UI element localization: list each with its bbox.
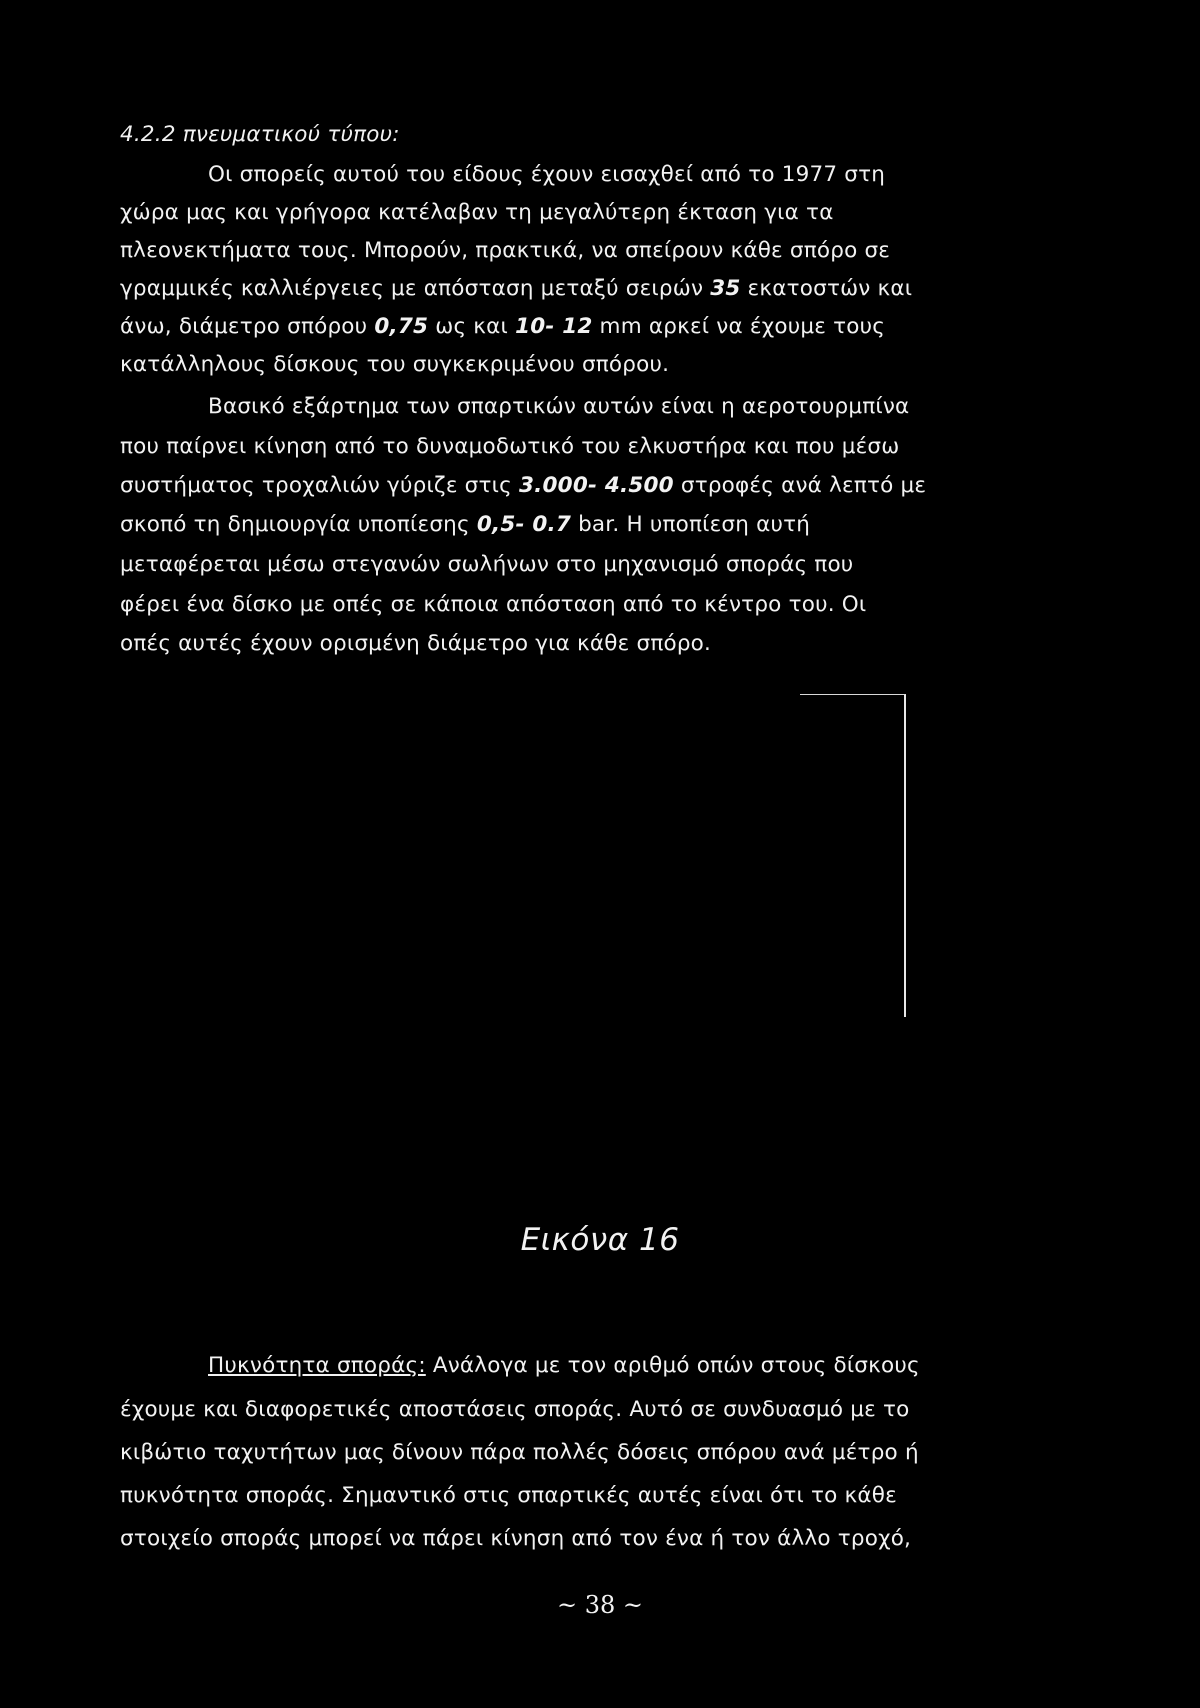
vacuum-range: 0,5- 0.7 (476, 512, 572, 537)
text-span: συστήματος τροχαλιών γύριζε στις (120, 473, 519, 498)
para2-line-2: που παίρνει κίνηση από το δυναμοδωτικό του ελκυστήρα και που μέσω (120, 434, 900, 459)
text-span: σκοπό τη δημιουργία υποπίεσης (120, 512, 477, 537)
para2-line-3 (120, 471, 926, 501)
figure-caption: Εικόνα 16 (520, 1222, 680, 1258)
para2-line-5: μεταφέρεται μέσω στεγανών σωλήνων στο μηχανισμό σποράς που (120, 552, 854, 577)
text-span: ως και (428, 314, 516, 339)
rpm-range: 3.000- 4.500 (519, 473, 674, 498)
seed-min-diameter: 0,75 (374, 314, 429, 339)
text-span: εκατοστών και (740, 276, 913, 301)
text-span: γραμμικές καλλιέργειες με απόσταση μεταξύ σειρών (120, 276, 711, 301)
para1-line-1: Οι σπορείς αυτού του είδους έχουν εισαχθεί από το 1977 στη (208, 162, 886, 187)
para3-line-4: πυκνότητα σποράς. Σημαντικό στις σπαρτικές αυτές είναι ότι το κάθε (120, 1483, 897, 1508)
para1-line-4 (120, 274, 912, 304)
text-span: mm αρκεί να έχουμε τους (592, 314, 886, 339)
text-span: Ανάλογα με τον αριθμό οπών στους δίσκους (425, 1353, 920, 1378)
text-span: άνω, διάμετρο σπόρου (120, 314, 375, 339)
para1-line-3: πλεονεκτήματα τους. Μπορούν, πρακτικά, να σπείρουν κάθε σπόρο σε (120, 238, 891, 263)
figure-frame (800, 694, 906, 1017)
page-number: ~ 38 ~ (556, 1591, 643, 1619)
row-spacing-value: 35 (710, 276, 741, 301)
para2-line-7: οπές αυτές έχουν ορισμένη διάμετρο για κάθε σπόρο. (120, 631, 712, 656)
text-span: στροφές ανά λεπτό με (673, 473, 927, 498)
section-heading: 4.2.2 πνευματικού τύπου: (120, 122, 400, 147)
para3-line-5: στοιχείο σποράς μπορεί να πάρει κίνηση από τον ένα ή τον άλλο τροχό, (120, 1526, 912, 1551)
term-heading: Πυκνότητα σποράς: (208, 1353, 426, 1378)
para1-line-6: κατάλληλους δίσκους του συγκεκριμένου σπόρου. (120, 352, 670, 377)
text-span: bar. Η υποπίεση αυτή (571, 512, 811, 537)
para3-line-3: κιβώτιο ταχυτήτων μας δίνουν πάρα πολλές δόσεις σπόρου ανά μέτρο ή (120, 1440, 919, 1465)
para2-line-4 (120, 510, 810, 540)
para2-line-1: Βασικό εξάρτημα των σπαρτικών αυτών είναι η αεροτουρμπίνα (208, 394, 910, 419)
para3-line-1 (208, 1351, 920, 1381)
seed-max-diameter: 10- 12 (515, 314, 593, 339)
para1-line-2: χώρα μας και γρήγορα κατέλαβαν τη μεγαλύτερη έκταση για τα (120, 200, 834, 225)
para2-line-6: φέρει ένα δίσκο με οπές σε κάποια απόσταση από το κέντρο του. Οι (120, 592, 867, 617)
para3-line-2: έχουμε και διαφορετικές αποστάσεις σποράς. Αυτό σε συνδυασμό με το (120, 1397, 910, 1422)
para1-line-5 (120, 312, 885, 342)
